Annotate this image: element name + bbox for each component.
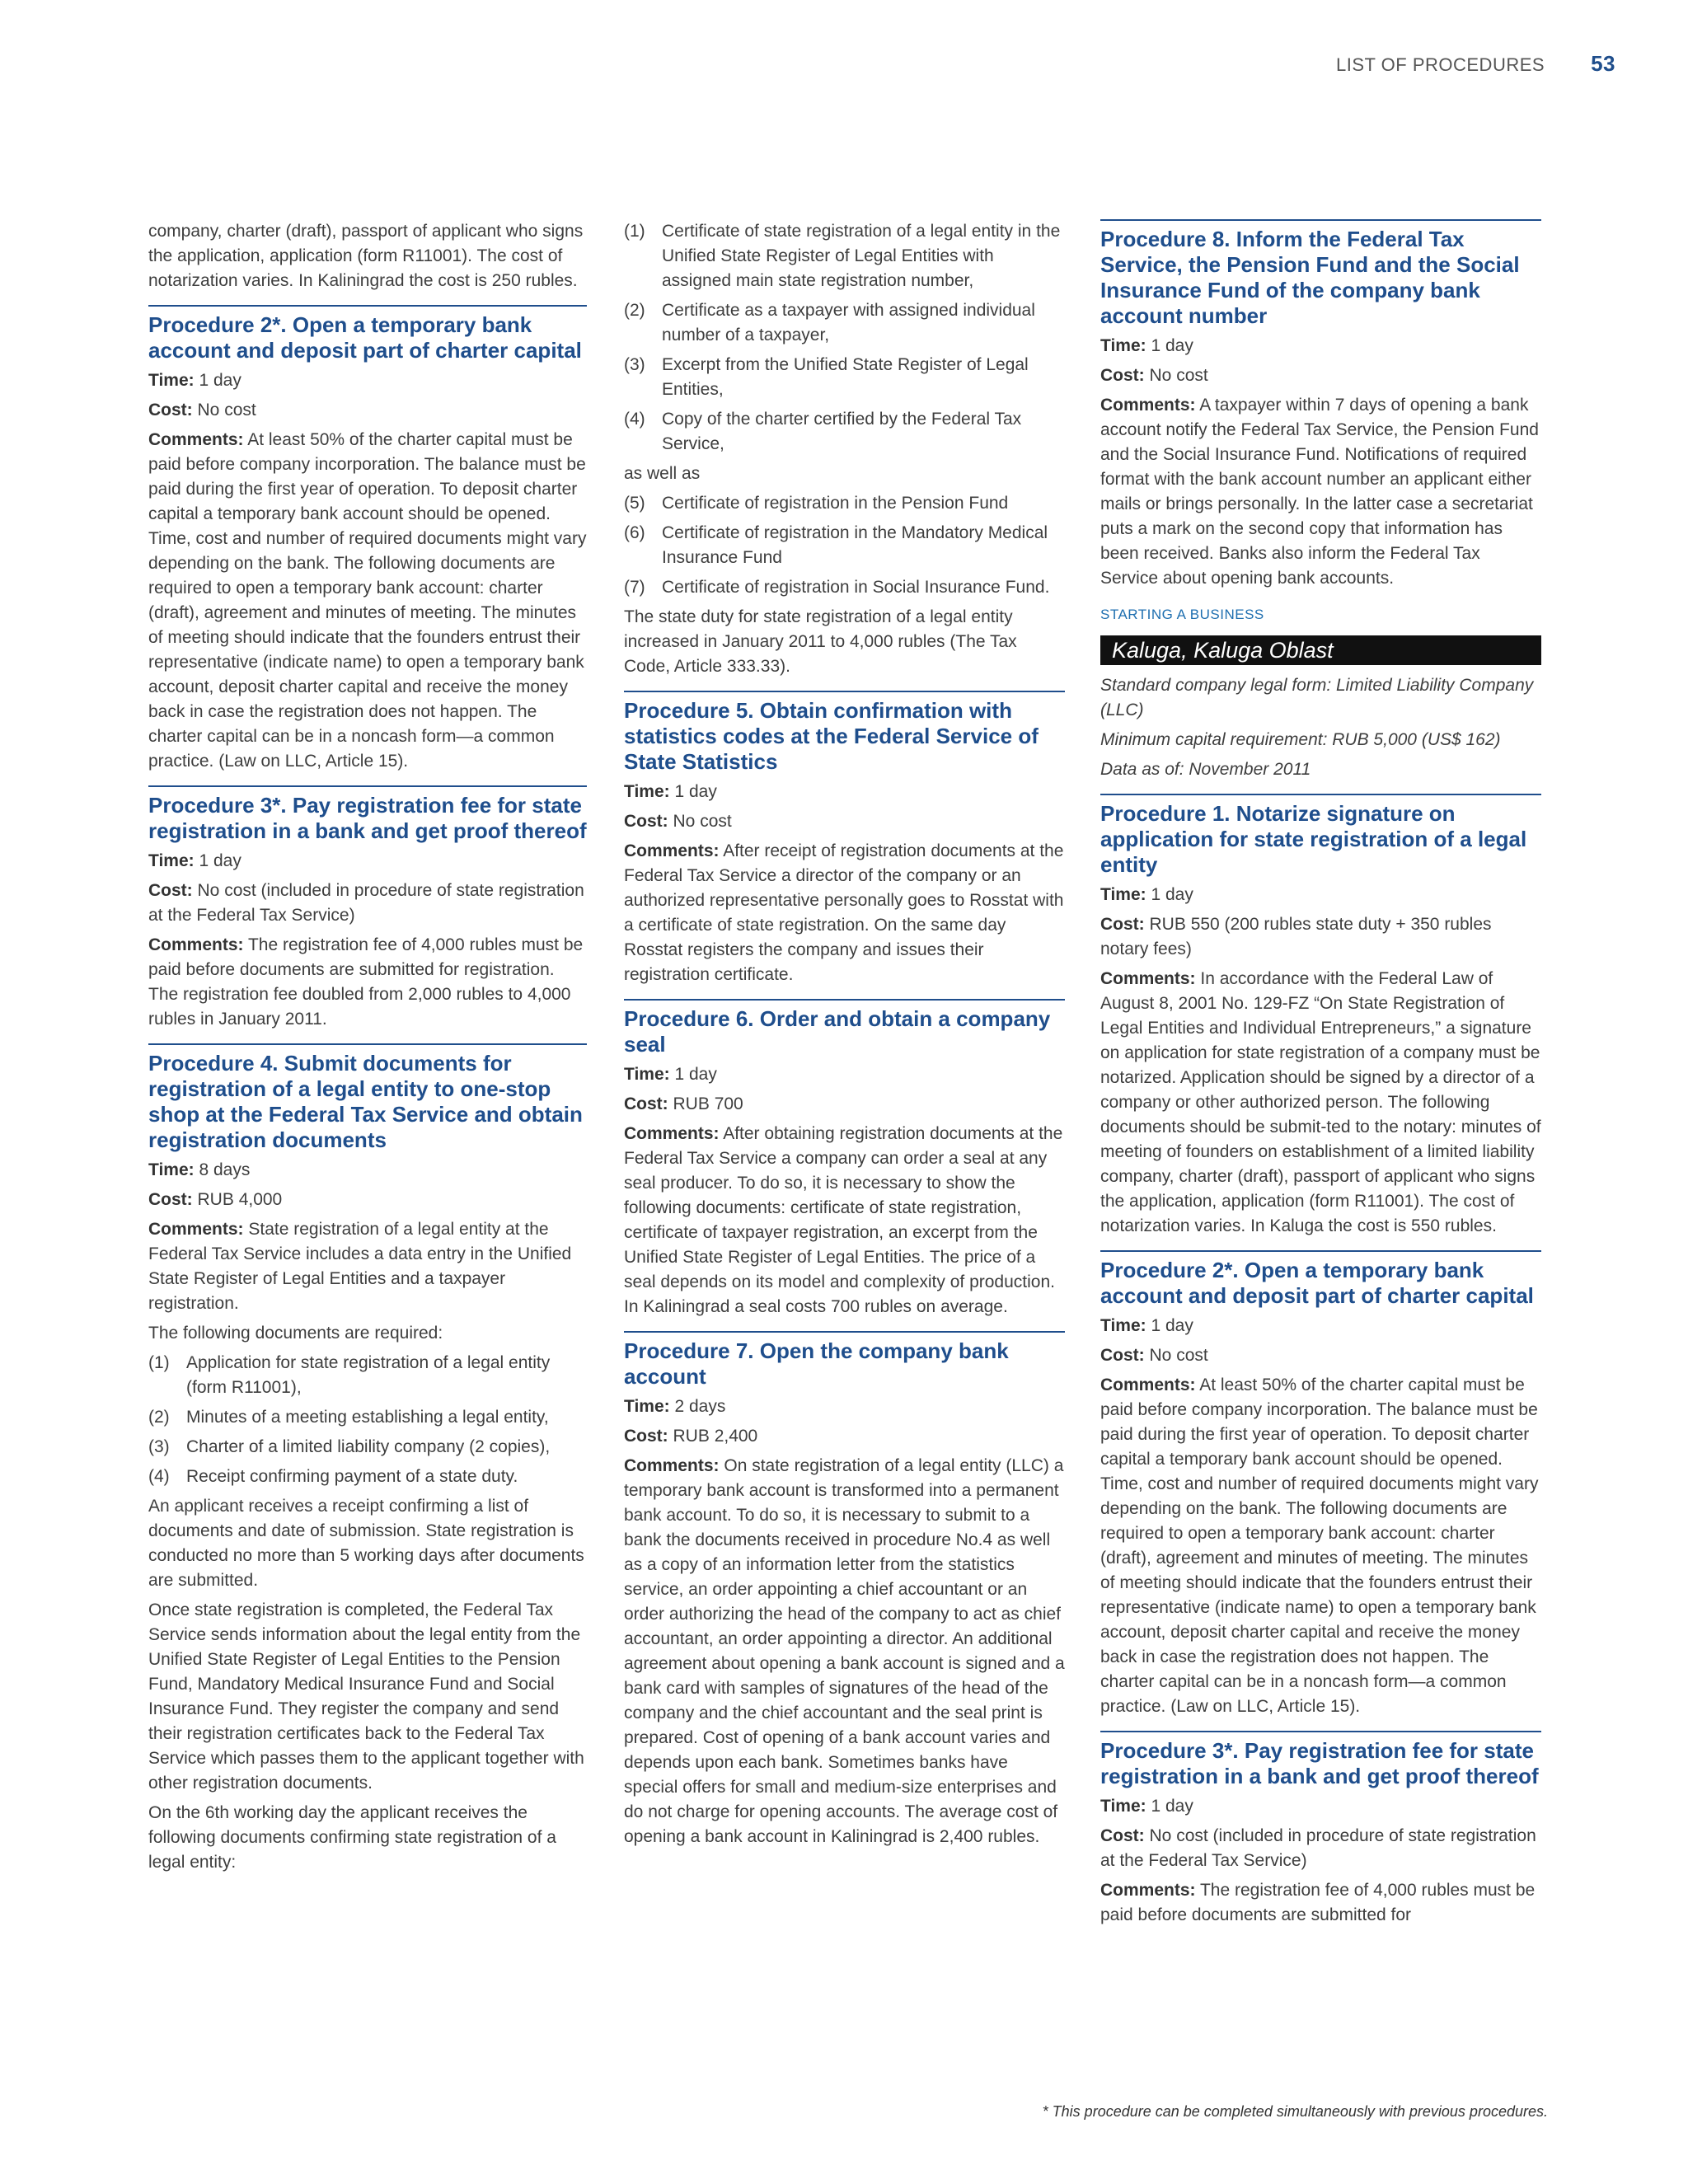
comments-label: Comments:: [624, 841, 720, 860]
procedure-7-title: Procedure 7. Open the company bank account: [624, 1331, 1065, 1390]
comments-label: Comments:: [148, 935, 244, 954]
procedure-8-title: Procedure 8. Inform the Federal Tax Service, the Pension Fund and the Social Insurance Fund of the company bank account number: [1100, 219, 1541, 329]
list-text: Minutes of a meeting establishing a legal entity,: [186, 1408, 549, 1427]
comments-label: Comments:: [1100, 396, 1196, 415]
cost-value: No cost: [1149, 366, 1208, 385]
kaluga-procedure-1-comments: [1100, 967, 1541, 1239]
cost-label: Cost:: [148, 881, 193, 900]
procedure-3-title: Procedure 3*. Pay registration fee for state registration in a bank and get proof thereof: [148, 785, 587, 844]
procedure-6-time: [624, 1062, 1065, 1087]
procedure-7-comments: [624, 1454, 1065, 1849]
list-item: [624, 407, 1065, 457]
cost-value: RUB 4,000: [197, 1190, 283, 1209]
cost-label: Cost:: [624, 1427, 668, 1446]
column-2: [624, 219, 1065, 1854]
cost-value: RUB 700: [673, 1094, 743, 1113]
kaluga-procedure-2-cost: [1100, 1343, 1541, 1368]
procedure-4-time: [148, 1158, 587, 1183]
list-text: Charter of a limited liability company (2 copies),: [186, 1437, 551, 1456]
list-number: (7): [624, 578, 645, 597]
procedure-2-comments: [148, 428, 587, 774]
kaluga-procedure-3-cost: [1100, 1824, 1541, 1873]
footnote: * This procedure can be completed simultaneously with previous procedures.: [1042, 2103, 1548, 2120]
time-label: Time:: [624, 782, 670, 801]
comments-label: Comments:: [1100, 1376, 1196, 1394]
cost-label: Cost:: [1100, 915, 1145, 934]
kaluga-procedure-3-time: [1100, 1794, 1541, 1819]
intro-paragraph: company, charter (draft), passport of applicant who signs the application, application (form R11001). The cost of notarization varies. In Kaliningrad the cost is 250 rubles.: [148, 222, 584, 290]
list-item: [148, 1405, 587, 1430]
minimum-capital: Minimum capital requirement: RUB 5,000 (US$ 162): [1100, 730, 1501, 749]
list-number: (5): [624, 494, 645, 513]
kaluga-procedure-2-comments: [1100, 1373, 1541, 1719]
procedure-8-time: [1100, 334, 1541, 359]
procedure-5-comments: [624, 839, 1065, 987]
time-label: Time:: [148, 851, 195, 870]
list-item: [148, 1465, 587, 1489]
procedure-2-time: [148, 368, 587, 393]
time-value: 1 day: [1151, 1316, 1193, 1335]
cost-value: RUB 550 (200 rubles state duty + 350 rubles notary fees): [1100, 915, 1492, 958]
comments-value: In accordance with the Federal Law of August 8, 2001 No. 129-FZ “On State Registration of Legal Entities and Individual Entrepreneurs,” a signature on application for state registration of a company must be notarized. Application should be signed by a director of a company or other authorized person. The following documents should be submit-ted to the notary: minutes of meeting of founders on establishment of a limited liability company, charter (draft), passport of applicant who signs the application, application (form R11001). The cost of notarization varies. In Kaluga the cost is 550 rubles.: [1100, 969, 1541, 1235]
cost-label: Cost:: [1100, 1826, 1145, 1845]
comments-value: At least 50% of the charter capital must be paid before company incorporation. The balance must be paid during the first year of operation. To deposit charter capital a temporary bank account should be opened. Time, cost and number of required documents might vary depending on the bank. The following documents are required to open a temporary bank account: charter (draft), agreement and minutes of meeting. The minutes of meeting should indicate that the founders entrust their representative (indicate name) to open a temporary bank account, deposit charter capital and receive the money back in case the registration does not happen. The charter capital can be in a noncash form—a common practice. (Law on LLC, Article 15).: [1100, 1376, 1539, 1716]
procedure-7-time: [624, 1394, 1065, 1419]
section-label: STARTING A BUSINESS: [1100, 607, 1264, 622]
list-item: [148, 1435, 587, 1460]
time-value: 2 days: [674, 1397, 726, 1416]
time-value: 1 day: [1151, 1797, 1193, 1816]
procedure-6-cost: [624, 1092, 1065, 1117]
procedure-5-title: Procedure 5. Obtain confirmation with statistics codes at the Federal Service of State Statistics: [624, 691, 1065, 775]
column-3: [1100, 219, 1541, 1933]
procedure-4-comments: [148, 1217, 587, 1316]
list-item: [624, 575, 1065, 600]
page-header: [1336, 51, 1615, 77]
list-item: [624, 521, 1065, 570]
comments-label: Comments:: [624, 1124, 720, 1143]
cost-value: No cost: [1149, 1346, 1208, 1365]
time-value: 1 day: [1151, 885, 1193, 904]
time-label: Time:: [624, 1065, 670, 1084]
time-value: 1 day: [674, 1065, 717, 1084]
list-number: (1): [624, 222, 645, 241]
procedure-3-comments: [148, 933, 587, 1032]
kaluga-procedure-3-comments: [1100, 1878, 1541, 1928]
running-header: LIST OF PROCEDURES: [1335, 54, 1545, 75]
procedure-7-cost: [624, 1424, 1065, 1449]
cost-label: Cost:: [148, 401, 193, 419]
time-label: Time:: [148, 371, 195, 390]
comments-value: After receipt of registration documents at the Federal Tax Service a director of the company or an authorized representative personally goes to Rosstat with a certificate of state registration. On the same day Rosstat registers the company and issues their registration certificate.: [624, 841, 1064, 984]
comments-value: A taxpayer within 7 days of opening a bank account notify the Federal Tax Service, the Pension Fund and the Social Insurance Fund. Notifications of required format with the bank account number an applicant either mails or brings personally. In the latter case a secretariat puts a mark on the second copy that information has been received. Banks also inform the Federal Tax Service about opening bank accounts.: [1100, 396, 1539, 588]
comments-value: State registration of a legal entity at the Federal Tax Service includes a data entry in the Unified State Register of Legal Entities and a taxpayer registration.: [148, 1220, 572, 1313]
procedure-6-title: Procedure 6. Order and obtain a company seal: [624, 999, 1065, 1057]
comments-label: Comments:: [624, 1456, 720, 1475]
list-number: (2): [148, 1408, 170, 1427]
list-item: [624, 491, 1065, 516]
procedure-4-cost: [148, 1188, 587, 1212]
list-text: Certificate of registration in Social Insurance Fund.: [662, 578, 1050, 597]
list-text: Certificate as a taxpayer with assigned individual number of a taxpayer,: [662, 301, 1035, 344]
cost-value: No cost (included in procedure of state registration at the Federal Tax Service): [148, 881, 584, 925]
procedure-3-time: [148, 849, 587, 874]
time-label: Time:: [1100, 1316, 1146, 1335]
list-item: [148, 1351, 587, 1400]
list-number: (4): [624, 410, 645, 429]
kaluga-procedure-2-title: Procedure 2*. Open a temporary bank account and deposit part of charter capital: [1100, 1250, 1541, 1309]
column-1: [148, 219, 587, 1880]
time-label: Time:: [1100, 885, 1146, 904]
kaluga-procedure-1-cost: [1100, 912, 1541, 962]
time-value: 1 day: [199, 851, 241, 870]
procedure-6-comments: [624, 1122, 1065, 1319]
cost-label: Cost:: [624, 1094, 668, 1113]
city-heading: Kaluga, Kaluga Oblast: [1100, 635, 1541, 665]
comments-value: The registration fee of 4,000 rubles must be paid before documents are submitted for: [1100, 1881, 1536, 1924]
list-text: Copy of the charter certified by the Federal Tax Service,: [662, 410, 1022, 453]
time-label: Time:: [624, 1397, 670, 1416]
data-as-of: Data as of: November 2011: [1100, 760, 1311, 779]
cost-value: RUB 2,400: [673, 1427, 758, 1446]
time-label: Time:: [1100, 336, 1146, 355]
page-number: 53: [1591, 51, 1615, 76]
cost-value: No cost (included in procedure of state registration at the Federal Tax Service): [1100, 1826, 1536, 1870]
procedure-8-cost: [1100, 363, 1541, 388]
list-text: Application for state registration of a legal entity (form R11001),: [186, 1353, 551, 1397]
comments-value: The registration fee of 4,000 rubles must be paid before documents are submitted for registration. The registration fee doubled from 2,000 rubles to 4,000 rubles in January 2011.: [148, 935, 584, 1029]
time-value: 1 day: [674, 782, 717, 801]
list-number: (4): [148, 1467, 170, 1486]
list-number: (1): [148, 1353, 170, 1372]
list-item: [624, 353, 1065, 402]
cost-label: Cost:: [1100, 1346, 1145, 1365]
as-well-as: as well as: [624, 464, 701, 483]
kaluga-procedure-2-time: [1100, 1314, 1541, 1338]
list-text: Excerpt from the Unified State Register of Legal Entities,: [662, 355, 1029, 399]
time-value: 1 day: [199, 371, 241, 390]
procedure-5-cost: [624, 809, 1065, 834]
list-text: Certificate of registration in the Mandatory Medical Insurance Fund: [662, 523, 1048, 567]
list-item: [624, 298, 1065, 348]
duty-note: The state duty for state registration of a legal entity increased in January 2011 to 4,000 rubles (The Tax Code, Article 333.33).: [624, 607, 1017, 676]
comments-value: After obtaining registration documents at the Federal Tax Service a company can order a seal at any seal producer. To do so, it is necessary to show the following documents: certificate of state registration, certificate of taxpayer registration, an excerpt from the Unified State Register of Legal Entities. The price of a seal depends on its model and complexity of production. In Kaliningrad a seal costs 700 rubles on average.: [624, 1124, 1063, 1316]
list-text: Certificate of state registration of a legal entity in the Unified State Register of Legal Entities with assigned main state registration number,: [662, 222, 1061, 290]
comments-label: Comments:: [1100, 1881, 1196, 1900]
list-number: (3): [148, 1437, 170, 1456]
time-value: 1 day: [1151, 336, 1193, 355]
cost-value: No cost: [197, 401, 256, 419]
kaluga-procedure-1-title: Procedure 1. Notarize signature on application for state registration of a legal entity: [1100, 794, 1541, 878]
kaluga-procedure-1-time: [1100, 883, 1541, 907]
list-text: Certificate of registration in the Pension Fund: [662, 494, 1009, 513]
comments-label: Comments:: [148, 1220, 244, 1239]
kaluga-procedure-3-title: Procedure 3*. Pay registration fee for state registration in a bank and get proof thereof: [1100, 1731, 1541, 1789]
comments-value: On state registration of a legal entity (LLC) a temporary bank account is transformed into a permanent bank account. To do so, it is necessary to submit to a bank the documents received in procedure No.4 as well as a copy of an information letter from the statistics service, an order appointing a chief accountant or an order authorizing the head of the company to act as chief accountant, an order appointing a director. An additional agreement about opening a bank account is signed and a bank card with samples of signatures of the head of the company and the chief accountant and the seal print is prepared. Cost of opening of a bank account varies and depends upon each bank. Sometimes banks have special offers for small and medium-size enterprises and do not charge for opening accounts. The average cost of opening a bank account in Kaliningrad is 2,400 rubles.: [624, 1456, 1065, 1846]
time-label: Time:: [1100, 1797, 1146, 1816]
procedure-3-cost: [148, 879, 587, 928]
list-number: (6): [624, 523, 645, 542]
list-number: (2): [624, 301, 645, 320]
comments-label: Comments:: [1100, 969, 1196, 988]
list-item: [624, 219, 1065, 293]
paragraph: On the 6th working day the applicant receives the following documents confirming state registration of a legal entity:: [148, 1803, 556, 1872]
cost-value: No cost: [673, 812, 732, 831]
time-value: 8 days: [199, 1160, 251, 1179]
paragraph: Once state registration is completed, the Federal Tax Service sends information about the legal entity from the Unified State Register of Legal Entities to the Pension Fund, Mandatory Medical Insurance Fund and Social Insurance Fund. They register the company and send their registration certificates back to the Federal Tax Service which passes them to the applicant together with other registration documents.: [148, 1601, 584, 1793]
procedure-8-comments: [1100, 393, 1541, 591]
documents-intro: The following documents are required:: [148, 1324, 443, 1343]
time-label: Time:: [148, 1160, 195, 1179]
procedure-2-cost: [148, 398, 587, 423]
procedure-2-title: Procedure 2*. Open a temporary bank account and deposit part of charter capital: [148, 305, 587, 363]
paragraph: An applicant receives a receipt confirming a list of documents and date of submission. State registration is conducted no more than 5 working days after documents are submitted.: [148, 1497, 584, 1590]
procedure-5-time: [624, 780, 1065, 804]
legal-form: Standard company legal form: Limited Liability Company (LLC): [1100, 676, 1534, 719]
list-number: (3): [624, 355, 645, 374]
procedure-4-title: Procedure 4. Submit documents for registration of a legal entity to one-stop shop at the Federal Tax Service and obtain registration documents: [148, 1043, 587, 1153]
list-text: Receipt confirming payment of a state duty.: [186, 1467, 518, 1486]
comments-label: Comments:: [148, 430, 244, 449]
comments-value: At least 50% of the charter capital must be paid before company incorporation. The balance must be paid during the first year of operation. To deposit charter capital a temporary bank account should be opened. Time, cost and number of required documents might vary depending on the bank. The following documents are required to open a temporary bank account: charter (draft), agreement and minutes of meeting. The minutes of meeting should indicate that the founders entrust their representative (indicate name) to open a temporary bank account, deposit charter capital and receive the money back in case the registration does not happen. The charter capital can be in a noncash form—a common practice. (Law on LLC, Article 15).: [148, 430, 587, 771]
cost-label: Cost:: [148, 1190, 193, 1209]
cost-label: Cost:: [624, 812, 668, 831]
cost-label: Cost:: [1100, 366, 1145, 385]
